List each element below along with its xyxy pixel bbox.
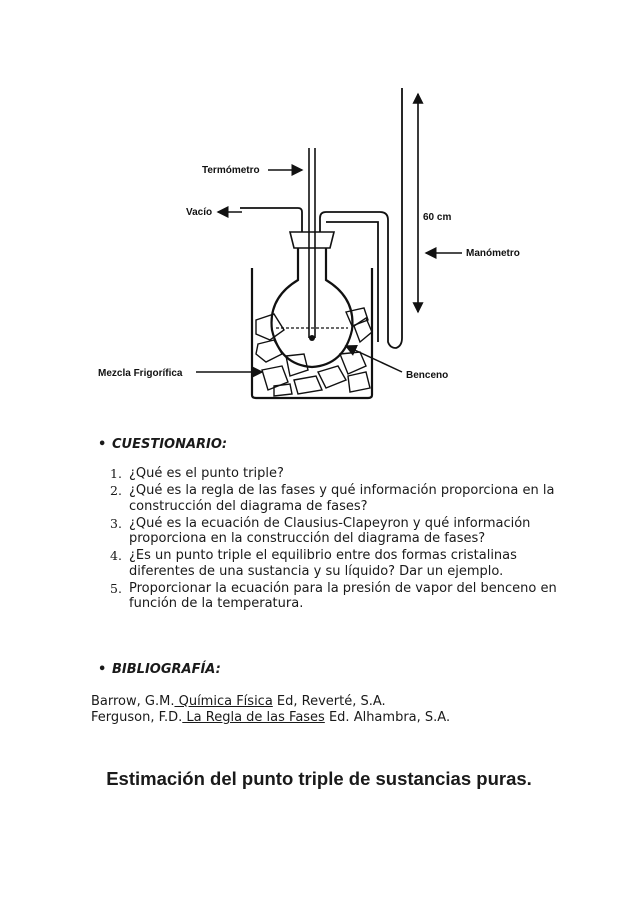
question-number: 1. — [110, 466, 122, 481]
label-mixture: Mezcla Frigorífica — [98, 368, 183, 379]
bibliography-entry — [91, 694, 386, 710]
bib-author: Ferguson, F.D. — [91, 710, 183, 725]
bib-title: Química Física — [174, 694, 273, 709]
label-benzene: Benceno — [406, 370, 449, 381]
list-item — [96, 548, 566, 579]
bullet-icon: • — [98, 662, 107, 677]
list-item — [96, 483, 566, 514]
question-number: 3. — [110, 515, 122, 531]
cuestionario-heading — [98, 437, 228, 452]
question-text: ¿Qué es el punto triple? — [129, 466, 284, 481]
question-text: ¿Es un punto triple el equilibrio entre dos formas cristalinas diferentes de una sustancia y su líquido? Dar un ejemplo. — [129, 548, 517, 579]
label-height: 60 cm — [423, 212, 452, 223]
bullet-icon: • — [98, 437, 107, 452]
apparatus-diagram — [90, 80, 530, 405]
bibliografia-heading — [98, 662, 221, 677]
flask — [272, 248, 353, 367]
bib-publisher: Ed. Alhambra, S.A. — [324, 710, 451, 725]
vacuum-tube — [240, 208, 302, 232]
bib-publisher: Ed, Reverté, S.A. — [272, 694, 386, 709]
question-text: ¿Qué es la ecuación de Clausius-Clapeyron y qué información proporciona en la construcción del diagrama de fases? — [129, 515, 531, 546]
bath-beaker — [252, 268, 372, 398]
bib-title: La Regla de las Fases — [182, 710, 325, 725]
question-list — [96, 466, 566, 613]
question-number: 2. — [110, 483, 122, 498]
label-manometer: Manómetro — [466, 248, 520, 259]
question-text: Proporcionar la ecuación para la presión de vapor del benceno en función de la temperatura. — [129, 580, 557, 611]
bibliography-entry — [91, 710, 450, 726]
question-number: 5. — [110, 580, 122, 596]
cuestionario-heading-text: CUESTIONARIO: — [112, 437, 228, 452]
list-item — [96, 466, 566, 482]
list-item — [96, 581, 566, 612]
bib-author: Barrow, G.M. — [91, 694, 175, 709]
question-number: 4. — [110, 548, 122, 563]
question-text: ¿Qué es la regla de las fases y qué información proporciona en la construcción del diagrama de fases? — [129, 483, 555, 514]
document-title: Estimación del punto triple de sustancias puras. — [106, 768, 532, 789]
label-thermometer: Termómetro — [202, 165, 260, 176]
label-vacuum: Vacío — [186, 207, 213, 218]
stopper — [290, 232, 334, 248]
bibliografia-heading-text: BIBLIOGRAFÍA: — [112, 662, 221, 677]
list-item — [96, 516, 566, 547]
